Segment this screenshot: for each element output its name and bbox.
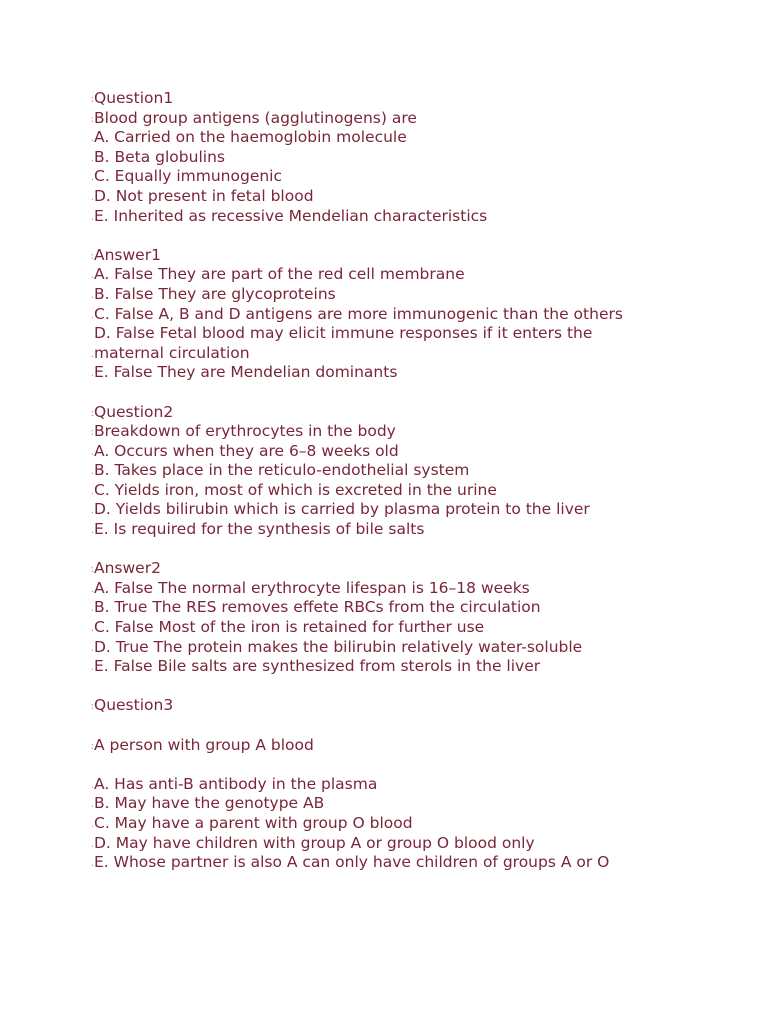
question-option: .B. Beta globulins	[90, 147, 225, 166]
question-option: .E. Inherited as recessive Mendelian characteristics	[90, 206, 488, 225]
answer-line: D. False Fetal blood may elicit immune responses if it enters the	[94, 324, 593, 343]
answer-title: :Answer2	[90, 559, 161, 578]
question-option: .C. Yields iron, most of which is excreted in the urine	[90, 480, 497, 499]
answer-line: .B. True The RES removes effete RBCs from the circulation	[90, 598, 541, 617]
answer-line: .A. False The normal erythrocyte lifespan is 16–18 weeks	[90, 578, 530, 597]
answer-line: .B. False They are glycoproteins	[90, 284, 336, 303]
question-option: .A. Carried on the haemoglobin molecule	[90, 128, 407, 147]
answer-line: .E. False They are Mendelian dominants	[90, 363, 398, 382]
question-stem: :Blood group antigens (agglutinogens) are	[90, 108, 417, 127]
question-title: :Question3	[90, 696, 174, 715]
question-option: .A. Has anti-B antibody in the plasma	[90, 774, 378, 793]
document-content	[90, 89, 750, 873]
question-option: .E. Whose partner is also A can only have children of groups A or O	[90, 853, 610, 872]
question-stem: :A person with group A blood	[90, 735, 314, 754]
question-option: .A. Occurs when they are 6–8 weeks old	[90, 441, 399, 460]
question-title: :Question2	[90, 402, 174, 421]
answer-line: .C. False Most of the iron is retained for further use	[90, 618, 485, 637]
answer-line: .D. True The protein makes the bilirubin relatively water-soluble	[90, 637, 583, 656]
answer-line: .A. False They are part of the red cell membrane	[90, 265, 465, 284]
question-option: .C. Equally immunogenic	[90, 167, 283, 186]
answer-line: .E. False Bile salts are synthesized from sterols in the liver	[90, 657, 541, 676]
question-option: .B. May have the genotype AB	[90, 794, 325, 813]
answer-line: .C. False A, B and D antigens are more immunogenic than the others	[90, 304, 623, 323]
question-option: .D. Yields bilirubin which is carried by plasma protein to the liver	[90, 500, 590, 519]
question-option: .C. May have a parent with group O blood	[90, 813, 413, 832]
question-title: :Question1	[90, 89, 174, 107]
answer-title: :Answer1	[90, 245, 161, 264]
question-option: .B. Takes place in the reticulo-endothelial system	[90, 461, 470, 480]
question-option: .E. Is required for the synthesis of bile salts	[90, 520, 425, 539]
answer-line: .maternal circulation	[90, 343, 250, 362]
question-stem: :Breakdown of erythrocytes in the body	[90, 422, 396, 441]
question-option: .D. Not present in fetal blood	[90, 186, 314, 205]
question-option: .D. May have children with group A or group O blood only	[90, 833, 535, 852]
